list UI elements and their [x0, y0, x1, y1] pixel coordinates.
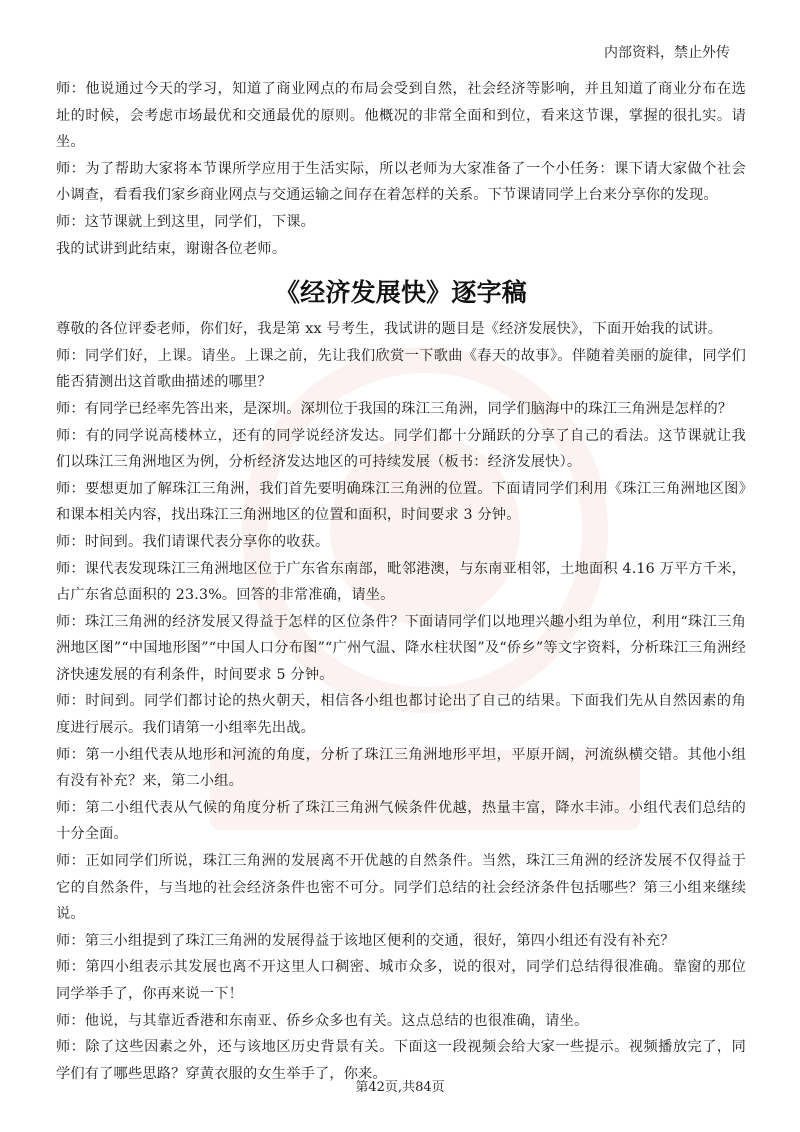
paragraph: 师：这节课就上到这里，同学们，下课。	[56, 213, 315, 230]
page-number: 第42页,共84页	[355, 1080, 445, 1095]
paragraph: 师：第一小组代表从地形和河流的角度，分析了珠江三角洲地形平坦，平原开阔，河流纵横交错。其他小组有没有补充？来，第二小组。	[56, 746, 746, 790]
paragraph: 师：除了这些因素之外，还与该地区历史背景有关。下面这一段视频会给大家一些提示。视频播放完了，同学们有了哪些思路？穿黄衣服的女生举手了，你来。	[56, 1039, 746, 1082]
paragraph: 师：他说，与其靠近香港和东南亚、侨乡众多也有关。这点总结的也很准确，请坐。	[56, 1012, 589, 1029]
paragraph: 师：为了帮助大家将本节课所学应用于生活实际，所以老师为大家准备了一个小任务：课下请大家做个社会小调查，看看我们家乡商业网点与交通运输之间存在着怎样的关系。下节课请同学上台来分享你的发现。	[56, 160, 746, 204]
paragraph: 师：第四小组表示其发展也离不开这里人口稠密、城市众多，说的很对，同学们总结得很准确。靠窗的那位同学举手了，你再来说一下！	[56, 959, 746, 1002]
paragraph: 师：有的同学说高楼林立，还有的同学说经济发达。同学们都十分踊跃的分享了自己的看法。这节课就让我们以珠江三角洲地区为例，分析经济发达地区的可持续发展（板书：经济发展快）。	[56, 427, 746, 471]
confidential-note: 内部资料，禁止外传	[604, 45, 730, 61]
document-body	[56, 76, 746, 1087]
paragraph: 尊敬的各位评委老师，你们好，我是第 xx 号考生，我试讲的题目是《经济发展快》，下面开始我的试讲。	[56, 321, 723, 338]
paragraph: 我的试讲到此结束，谢谢各位老师。	[56, 240, 287, 257]
paragraph: 师：正如同学们所说，珠江三角洲的发展离不开优越的自然条件。当然，珠江三角洲的经济发展不仅得益于它的自然条件，与当地的社会经济条件也密不可分。同学们总结的社会经济条件包括哪些？第三小组来继续说。	[56, 853, 746, 923]
paragraph: 师：要想更加了解珠江三角洲，我们首先要明确珠江三角洲的位置。下面请同学们利用《珠江三角洲地区图》和课本相关内容，找出珠江三角洲地区的位置和面积，时间要求 3 分钟。	[56, 480, 746, 524]
paragraph: 师：有同学已经率先答出来，是深圳。深圳位于我国的珠江三角洲，同学们脑海中的珠江三角洲是怎样的？	[56, 400, 733, 417]
paragraph: 师：时间到。我们请课代表分享你的收获。	[56, 533, 330, 550]
paragraph: 师：珠江三角洲的经济发展又得益于怎样的区位条件？下面请同学们以地理兴趣小组为单位，利用“珠江三角洲地区图”“中国地形图”“中国人口分布图”“广州气温、降水柱状图”及“侨乡”等文字资料，分析珠江三角洲经济快速发展的有利条件，时间要求 5 分钟。	[56, 613, 746, 683]
paragraph: 师：同学们好，上课。请坐。上课之前，先让我们欣赏一下歌曲《春天的故事》。伴随着美丽的旋律，同学们能否猜测出这首歌曲描述的哪里？	[56, 347, 746, 391]
paragraph: 师：他说通过今天的学习，知道了商业网点的布局会受到自然，社会经济等影响，并且知道了商业分布在选址的时候，会考虑市场最优和交通最优的原则。他概况的非常全面和到位，看来这节课，掌握的很扎实。请坐。	[56, 81, 746, 151]
paragraph: 师：第二小组代表从气候的角度分析了珠江三角洲气候条件优越，热量丰富，降水丰沛。小组代表们总结的十分全面。	[56, 799, 746, 843]
section-title: 《经济发展快》逐字稿	[274, 278, 527, 308]
paragraph: 师：时间到。同学们都讨论的热火朝天，相信各小组也都讨论出了自己的结果。下面我们先从自然因素的角度进行展示。我们请第一小组率先出战。	[56, 693, 746, 737]
paragraph: 师：第三小组提到了珠江三角洲的发展得益于该地区便利的交通，很好，第四小组还有没有补充？	[56, 932, 675, 949]
paragraph: 师：课代表发现珠江三角洲地区位于广东省东南部，毗邻港澳，与东南亚相邻，土地面积 4.16 万平方千米，占广东省总面积的 23.3%。回答的非常准确，请坐。	[56, 560, 746, 604]
